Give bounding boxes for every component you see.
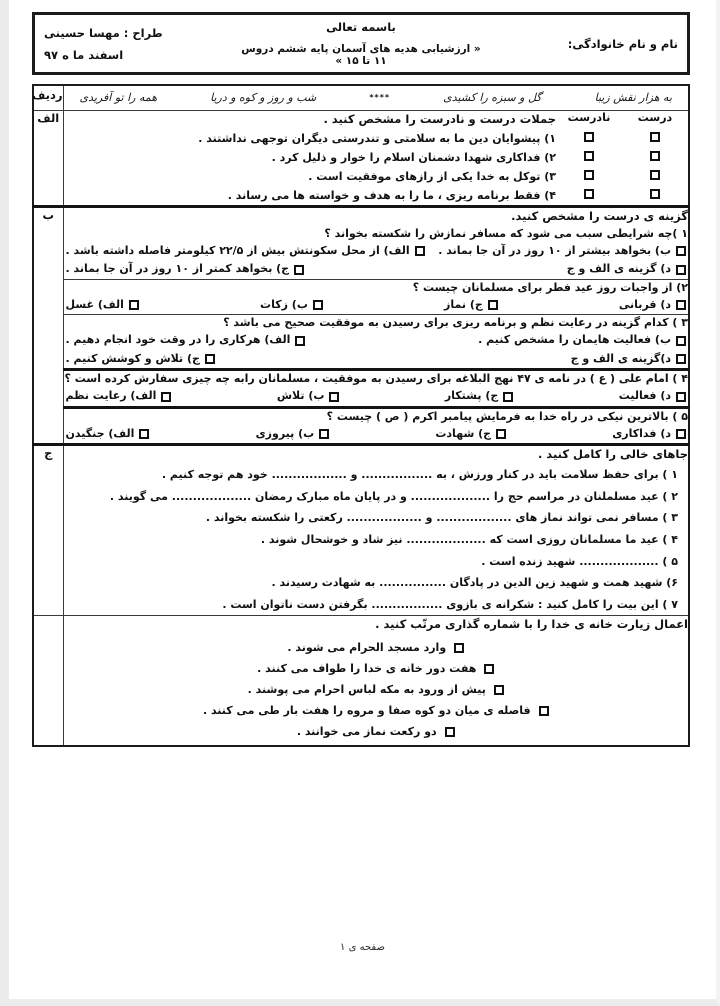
checkbox-be-4-c[interactable] [503,392,513,402]
checkbox-true-4[interactable] [650,189,660,199]
option-be-5-c-label: ج) شهادت [435,426,492,440]
option-be-3-a[interactable] [66,332,306,349]
fill-blank-7[interactable]: ۷ ) این بیت را کامل کنید : شکرانه ی بازوی ................. بگرفتن دست ناتوان است . [222,597,678,611]
question-be-5-prompt: ۵ ) بالاترین نیکی در راه خدا به فرمایش پیامبر اکرم ( ص ) چیست ؟ [326,409,688,423]
question-be-2-options [64,296,689,315]
section-alef-cell [63,111,689,207]
checkbox-be-2-b[interactable] [313,300,323,310]
checkbox-ordering-4[interactable] [539,706,549,716]
section-ordering-title: اعمال زیارت خانه ی خدا را با شماره گذاری مرتّب کنید . [375,617,688,632]
ordering-item-1-label: وارد مسجد الحرام می شوند . [287,640,447,654]
page-number-label: صفحه ی ۱ [340,942,385,953]
table-row [33,85,689,111]
checkbox-false-3[interactable] [584,170,594,180]
basmala-text: باسمه تعالی [326,20,396,34]
option-be-1-c[interactable] [66,261,305,278]
checkbox-be-2-c[interactable] [488,300,498,310]
checkbox-false-4[interactable] [584,189,594,199]
section-be-q4-cell [63,370,689,407]
true-false-statements [64,111,557,205]
poem-cell [63,85,689,111]
option-be-4-a[interactable] [66,388,172,405]
section-letter-alef: الف [33,111,63,207]
checkbox-be-5-d[interactable] [676,429,686,439]
option-be-5-a-label: الف) جنگیدن [65,426,135,440]
option-be-4-d[interactable] [619,388,686,405]
true-checkbox-row-3 [622,165,688,184]
checkbox-be-1-b[interactable] [676,246,686,256]
table-row [33,445,689,616]
false-checkbox-row-1 [556,127,622,146]
header-designer-cell [35,15,231,72]
designer-label: طراح : مهسا حسینی [44,25,163,40]
false-column-header: نادرست [567,111,611,124]
option-be-4-d-label: د) فعالیت [618,389,671,403]
true-false-columns [556,111,688,203]
poem-part-3: شب و روز و کوه و دریا [210,91,317,104]
fill-blank-6[interactable]: ۶) شهید همت و شهید زین الدین در پادگان ................ به شهادت رسیدند . [271,576,678,590]
statement-2: ۲) فداکاری شهدا دشمنان اسلام را خوار و ذلیل کرد . [271,151,556,164]
poem-part-1: به هزار نقش زیبا [594,91,672,104]
option-be-5-b-label: ب) پیروزی [255,426,315,440]
option-be-1-a[interactable] [66,243,425,260]
option-be-1-d-label: د) گزینه ی الف و ج [566,262,671,276]
checkbox-be-4-a[interactable] [161,392,171,402]
section-letter-be: ب [33,207,63,445]
option-be-4-c[interactable] [445,388,513,405]
true-checkbox-row-4 [622,184,688,203]
question-be-4-options [64,387,689,406]
option-be-5-a[interactable] [66,426,150,443]
checkbox-be-5-a[interactable] [139,429,149,439]
false-column [556,111,622,203]
section-be-q2-cell [63,279,689,314]
question-be-1-options-row-2 [64,260,689,279]
option-be-5-c[interactable] [435,426,506,443]
true-false-block [64,111,689,205]
checkbox-ordering-1[interactable] [454,643,464,653]
option-be-2-c[interactable] [444,297,498,314]
checkbox-be-1-c[interactable] [294,265,304,275]
exam-subject-title: « ارزشیابی هدیه های آسمان پایه ششم دروس ۱۱ تا ۱۵ » [241,43,481,67]
ordering-item-2[interactable] [257,658,494,679]
ordering-list [64,634,689,745]
ordering-item-5-label: دو رکعت نماز می خوانند . [296,724,437,738]
option-be-4-c-label: ج) پشتکار [444,389,499,403]
table-row [33,315,689,370]
question-be-3-options-row-1 [64,331,689,350]
poem-part-2: گل و سبزه را کشیدی [443,91,542,104]
option-be-3-d-label: د)گزینه ی الف و ج [570,351,671,365]
question-be-3-options-row-2 [64,350,689,369]
checkbox-be-1-a[interactable] [415,246,425,256]
question-be-4-prompt: ۴ ) امام علی ( ع ) در نامه ی ۴۷ نهج البلاغه برای رسیدن به موفقیت ، مسلمانان رابه چه چیزی سفارش کرده است ؟ [64,372,688,386]
poem-line [64,88,689,108]
checkbox-false-2[interactable] [584,151,594,161]
table-row [33,279,689,314]
checkbox-true-2[interactable] [650,151,660,161]
checkbox-be-2-d[interactable] [676,300,686,310]
option-be-5-d[interactable] [612,426,686,443]
fill-blank-1[interactable]: ۱ ) برای حفظ سلامت باید در کنار ورزش ، به ................. و .................. خود هم توجه کنیم . [161,468,678,482]
ordering-item-4[interactable] [203,700,549,721]
page-footer [9,942,716,953]
section-letter-last [33,616,63,746]
true-checkbox-row-2 [622,146,688,165]
option-be-1-c-label: ج) بخواهد کمتر از ۱۰ روز در آن جا بماند . [65,262,290,276]
ordering-list-inner [64,637,689,742]
option-be-2-b-label: ب) زکات [260,297,308,311]
checkbox-false-1[interactable] [584,132,594,142]
checkbox-be-5-b[interactable] [319,429,329,439]
option-be-2-b[interactable] [260,297,323,314]
checkbox-be-2-a[interactable] [129,300,139,310]
question-be-3-prompt: ۳ ) کدام گزینه در رعایت نظم و برنامه ریزی برای رسیدن به موفقیت صحیح می باشد ؟ [223,316,688,330]
section-ordering-cell [63,616,689,746]
section-jim-title: جاهای خالی را کامل کنید . [537,447,688,462]
student-name-label: نام و نام خانوادگی: [567,36,678,51]
checkbox-be-3-d[interactable] [676,354,686,364]
true-checkbox-row-1 [622,127,688,146]
option-be-3-c[interactable] [66,351,215,368]
option-be-5-b[interactable] [256,426,330,443]
checkbox-true-3[interactable] [650,170,660,180]
poem-separator: **** [369,93,391,102]
row-header-cell: ردیف [33,85,63,111]
checkbox-be-1-d[interactable] [676,265,686,275]
checkbox-be-4-d[interactable] [676,392,686,402]
fill-blank-3[interactable]: ۳ ) مسافر نمی تواند نماز های .................. و .................. رکعتی را شکسته بخواند . [205,511,678,525]
checkbox-ordering-2[interactable] [484,664,494,674]
ordering-item-4-label: فاصله ی میان دو کوه صفا و مروه را هفت بار طی می کنند . [202,703,531,717]
checkbox-ordering-3[interactable] [494,685,504,695]
statement-4: ۴) فقط برنامه ریزی ، ما را به هدف و خواسته ها می رساند . [227,189,556,202]
ordering-item-5[interactable] [297,721,455,742]
checkbox-be-3-b[interactable] [676,336,686,346]
statement-3: ۳) توکل به خدا یکی از رازهای موفقیت است . [308,170,556,183]
option-be-3-c-label: ج) تلاش و کوشش کنیم . [65,351,200,365]
option-be-4-b-label: ب) تلاش [276,389,325,403]
ordering-item-1[interactable] [287,637,464,658]
exam-sheet [32,12,690,747]
option-be-2-a-label: الف) غسل [65,297,124,311]
option-be-1-b[interactable] [438,243,686,260]
option-be-3-d[interactable] [571,351,686,368]
table-row [33,616,689,746]
option-be-2-a[interactable] [66,297,139,314]
option-be-2-d-label: د) قربانی [618,297,671,311]
exam-date: اسفند ما ه ۹۷ [44,47,124,62]
section-be-q3-cell [63,315,689,370]
checkbox-ordering-5[interactable] [445,727,455,737]
section-be-q5-cell [63,407,689,444]
exam-table [32,84,690,747]
poem-part-4: همه را تو آفریدی [79,91,158,104]
section-alef-title: جملات درست و نادرست را مشخص کنید . [323,112,556,126]
ordering-item-3-label: پیش از ورود به مکه لباس احرام می پوشند . [247,682,486,696]
option-be-2-c-label: ج) نماز [444,297,483,311]
section-be-title: گزینه ی درست را مشخص کنید. [511,209,688,223]
fill-blank-4[interactable]: ۴ ) عید ما مسلمانان روزی است که ................... نیز شاد و خوشحال شوند . [260,533,678,547]
ordering-item-2-label: هفت دور خانه ی خدا را طواف می کنند . [257,661,477,675]
option-be-4-b[interactable] [277,388,340,405]
table-row [33,370,689,407]
option-be-1-a-label: الف) از محل سکونتش بیش از ۲۲/۵ کیلومتر فاصله داشته باشد . [65,243,410,257]
question-be-2-prompt: ۲) از واجبات روز عید فطر برای مسلمانان چیست ؟ [412,280,688,294]
section-be-q1-cell [63,207,689,280]
checkbox-true-1[interactable] [650,132,660,142]
question-be-1-prompt: ۱ )چه شرایطی سبب می شود که مسافر نمازش را شکسته بخواند ؟ [324,227,688,240]
section-jim-cell [63,445,689,616]
option-be-2-d[interactable] [619,297,686,314]
checkbox-be-3-c[interactable] [205,354,215,364]
false-checkbox-row-3 [556,165,622,184]
table-row [33,407,689,444]
option-be-3-b[interactable] [478,332,686,349]
fill-blank-2[interactable]: ۲ ) عید مسلملنان در مراسم حج را ................... و در پایان ماه مبارک رمضان ................... می گویند . [109,489,678,503]
true-column [622,111,688,203]
option-be-1-b-label: ب) بخواهد بیشتر از ۱۰ روز در آن جا بماند . [438,243,671,257]
fill-blank-5[interactable]: ۵ ) ................... شهید زنده است . [481,554,678,568]
option-be-3-a-label: الف) هرکاری را در وقت خود انجام دهیم . [65,333,291,347]
option-be-5-d-label: د) فداکاری [612,426,671,440]
false-checkbox-row-2 [556,146,622,165]
question-be-5-options [64,425,689,444]
ordering-item-3[interactable] [248,679,504,700]
document-header [32,12,690,75]
false-checkbox-row-4 [556,184,622,203]
checkbox-be-3-a[interactable] [295,336,305,346]
header-student-name-cell [491,15,687,72]
question-be-1-options-row-1 [64,242,689,261]
checkbox-be-5-c[interactable] [496,429,506,439]
section-letter-jim: ج [33,445,63,616]
table-row [33,207,689,280]
true-column-header: درست [637,111,673,124]
checkbox-be-4-b[interactable] [329,392,339,402]
table-row [33,111,689,207]
statement-1: ۱) پیشوایان دین ما به سلامتی و تندرستی دیگران توجهی نداشتند . [198,132,556,145]
option-be-4-a-label: الف) رعایت نظم [65,389,157,403]
header-title-cell [231,15,492,72]
option-be-1-d[interactable] [567,261,686,278]
option-be-3-b-label: ب) فعالیت هایمان را مشخص کنیم . [478,333,671,347]
